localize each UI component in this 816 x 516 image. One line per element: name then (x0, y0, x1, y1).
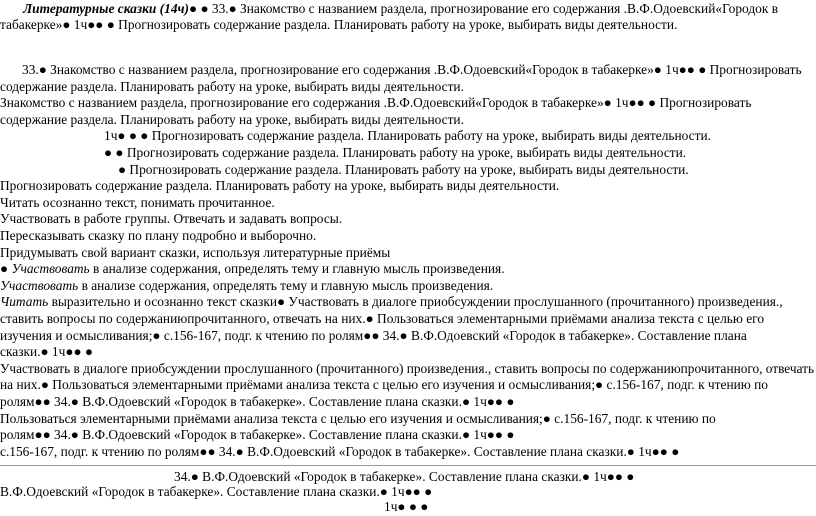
cell2-line17: изучения и осмысливания;● с.156-167, подг. к чтению по ролям●● 34.● В.Ф.Одоевский «Городок в табакерке». Составление плана (0, 327, 747, 343)
cell3-line1: 34.● В.Ф.Одоевский «Городок в табакерке». Составление плана сказки.● 1ч●● ● (174, 469, 635, 484)
cell2-line11: Пересказывать сказку по плану подробно и выборочно. (0, 228, 317, 243)
cell2-line18: сказки.● 1ч●● ● (0, 344, 93, 360)
cell2-line13 (0, 261, 505, 278)
cell1-line2: табакерке»● 1ч●● ● Прогнозировать содержание раздела. Планировать работу на уроке, выбирать виды деятельности. (0, 17, 678, 32)
cell1-line1 (23, 1, 778, 18)
emphasis-participate: Участвовать (11, 261, 90, 277)
cell2-line1: 33.● Знакомство с названием раздела, прогнозирование его содержания .В.Ф.Одоевский«Городок в табакерке»● 1ч●● ● Прогнозировать (22, 62, 802, 77)
cell2-line24: с.156-167, подг. к чтению по ролям●● 34.● В.Ф.Одоевский «Городок в табакерке». Составление плана сказки.● 1ч●● ● (0, 443, 680, 459)
cell2-line9: Читать осознанно текст, понимать прочитанное. (0, 194, 275, 210)
cell2-line13-text: в анализе содержания, определять тему и главную мысль произведения. (89, 261, 505, 277)
cell2-line21: ролям●● 34.● В.Ф.Одоевский «Городок в табакерке». Составление плана сказки.● 1ч●● ● (0, 394, 515, 409)
bullet: ● (0, 261, 12, 277)
table-divider (0, 465, 816, 466)
cell2-line22: Пользоваться элементарными приёмами анализа текста с целью его изучения и осмысливания;● с.156-167, подг. к чтению по (0, 410, 716, 426)
cell2-line12: Придумывать свой вариант сказки, используя литературные приёмы (0, 244, 391, 260)
cell2-line15 (0, 294, 783, 311)
cell2-line15-text: выразительно и осознанно текст сказки● Участвовать в диалоге приобсуждении прослушанного (прочитанного) произведения., (48, 294, 783, 310)
cell2-line6: ● ● Прогнозировать содержание раздела. Планировать работу на уроке, выбирать виды деятельности. (104, 145, 687, 160)
cell2-line4: содержание раздела. Планировать работу на уроке, выбирать виды деятельности. (0, 111, 464, 127)
cell2-line7: ● Прогнозировать содержание раздела. Планировать работу на уроке, выбирать виды деятельности. (118, 161, 689, 177)
cell2-line8: Прогнозировать содержание раздела. Планировать работу на уроке, выбирать виды деятельности. (0, 178, 560, 194)
cell2-line14-text: в анализе содержания, определять тему и главную мысль произведения. (78, 277, 494, 293)
cell2-line14 (0, 278, 493, 295)
cell2-line3: Знакомство с названием раздела, прогнозирование его содержания .В.Ф.Одоевский«Городок в табакерке»● 1ч●● ● Прогнозировать (0, 95, 752, 111)
cell3-line3: 1ч● ● ● (384, 499, 429, 514)
cell1-line1-text: ● ● 33.● Знакомство с названием раздела, прогнозирование его содержания .В.Ф.Одоевский«Городок в (189, 1, 779, 16)
cell2-line16: ставить вопросы по содержаниюпрочитанного, отвечать на них.● Пользоваться элементарными приёмами анализа текста с целью его (0, 311, 765, 326)
emphasis-participate: Участвовать (0, 277, 79, 293)
cell2-line20: на них.● Пользоваться элементарными приёмами анализа текста с целью его изучения и осмысливания;● с.156-167, подг. к чтению по (0, 377, 768, 393)
cell2-line10: Участвовать в работе группы. Отвечать и задавать вопросы. (0, 211, 343, 227)
cell2-line2: содержание раздела. Планировать работу на уроке, выбирать виды деятельности. (0, 78, 464, 94)
cell3-line2: В.Ф.Одоевский «Городок в табакерке». Составление плана сказки.● 1ч●● ● (0, 484, 433, 499)
cell2-line5: 1ч● ● ● Прогнозировать содержание раздела. Планировать работу на уроке, выбирать виды деятельности. (104, 128, 711, 144)
emphasis-read: Читать (0, 294, 49, 310)
section-title: Литературные сказки (14ч) (23, 1, 190, 16)
cell2-line19: Участвовать в диалоге приобсуждении прослушанного (прочитанного) произведения., ставить вопросы по содержаниюпрочитанного, отвечать (0, 360, 815, 376)
cell2-line23: ролям●● 34.● В.Ф.Одоевский «Городок в табакерке». Составление плана сказки.● 1ч●● ● (0, 427, 515, 443)
